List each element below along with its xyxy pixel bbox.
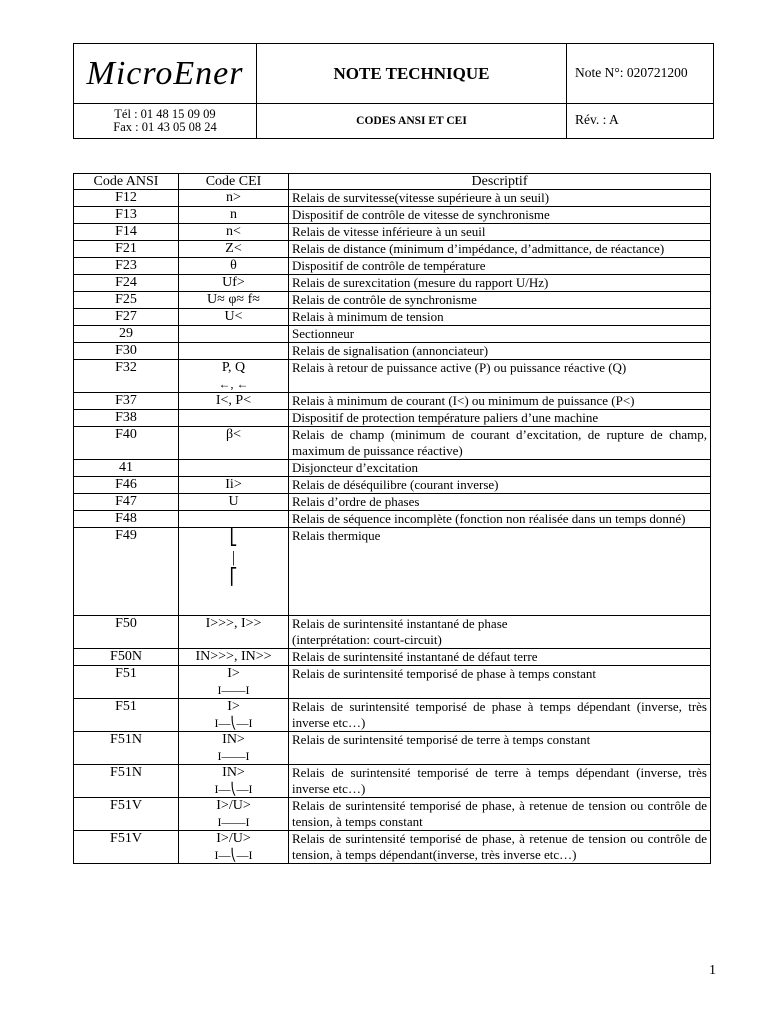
cell-code-ansi	[74, 666, 179, 699]
descriptif-text: Relais à retour de puissance active (P) ou puissance réactive (Q)	[292, 360, 627, 375]
descriptif-text: Dispositif de contrôle de vitesse de synchronisme	[292, 207, 550, 222]
code-cei-text: U≈ φ≈ f≈	[207, 292, 260, 307]
code-ansi-text: F13	[115, 207, 137, 222]
table-row	[74, 292, 711, 309]
descriptif-text: Relais de surintensité instantané de phase	[292, 616, 508, 631]
cell-descriptif	[289, 511, 711, 528]
cell-code-cei	[179, 798, 289, 831]
cell-code-ansi	[74, 732, 179, 765]
cell-code-ansi	[74, 343, 179, 360]
cell-descriptif	[289, 616, 711, 649]
code-ansi-text: F30	[115, 343, 137, 358]
cell-descriptif	[289, 649, 711, 666]
code-cei-text: n<	[226, 224, 241, 239]
code-cei-text: I>	[227, 666, 240, 681]
descriptif-text: Relais de survitesse(vitesse supérieure à un seuil)	[292, 190, 550, 205]
table-row	[74, 511, 711, 528]
cell-code-cei	[179, 207, 289, 224]
code-cei-text: Uf>	[222, 275, 245, 290]
code-cei-text: U	[228, 494, 239, 509]
code-cei-text: I>/U>	[216, 798, 251, 813]
code-ansi-text: F40	[115, 427, 137, 442]
cell-descriptif	[289, 528, 711, 616]
document-header	[73, 43, 714, 139]
contact-info	[74, 108, 256, 134]
cell-descriptif	[289, 494, 711, 511]
table-row	[74, 309, 711, 326]
code-cei-text: Ii>	[225, 477, 242, 492]
cei-symbol: I—⎝—I	[214, 716, 253, 730]
code-ansi-text: F37	[115, 393, 137, 408]
code-ansi-text: F50N	[110, 649, 142, 664]
cell-code-ansi	[74, 410, 179, 427]
descriptif-text: Relais de vitesse inférieure à un seuil	[292, 224, 486, 239]
cell-code-cei	[179, 309, 289, 326]
code-ansi-text: F27	[115, 309, 137, 324]
cell-descriptif	[289, 765, 711, 798]
code-ansi-text: F21	[115, 241, 137, 256]
cell-code-cei	[179, 616, 289, 649]
cell-descriptif	[289, 831, 711, 864]
cei-symbol: I——I	[217, 815, 250, 829]
cei-symbol: I—⎝—I	[214, 782, 253, 796]
code-cei-text: IN>>>, IN>>	[195, 649, 272, 664]
cell-descriptif	[289, 343, 711, 360]
cell-descriptif	[289, 393, 711, 410]
code-ansi-text: 41	[119, 460, 133, 475]
descriptif-text: Relais de distance (minimum d’impédance, d’admittance, de réactance)	[292, 241, 665, 256]
cell-descriptif	[289, 241, 711, 258]
header-code-ansi: Code ANSI	[74, 174, 179, 190]
table-row	[74, 477, 711, 494]
cell-code-ansi	[74, 360, 179, 393]
cell-code-cei	[179, 275, 289, 292]
cell-code-cei	[179, 649, 289, 666]
cell-code-ansi	[74, 616, 179, 649]
code-cei-text: θ	[230, 258, 237, 273]
cell-descriptif	[289, 309, 711, 326]
code-ansi-text: F51N	[110, 732, 142, 747]
cell-descriptif	[289, 699, 711, 732]
cell-descriptif	[289, 190, 711, 207]
code-cei-text: P, Q	[221, 360, 246, 375]
table-row	[74, 207, 711, 224]
table-row	[74, 326, 711, 343]
cell-code-ansi	[74, 699, 179, 732]
cell-code-ansi	[74, 427, 179, 460]
code-ansi-text: F47	[115, 494, 137, 509]
descriptif-text: Relais de surintensité temporisé de phase à temps dépendant (inverse, très inverse etc…)	[292, 699, 707, 730]
table-row	[74, 649, 711, 666]
table-row	[74, 765, 711, 798]
cell-code-ansi	[74, 224, 179, 241]
cell-descriptif	[289, 360, 711, 393]
cell-code-ansi	[74, 477, 179, 494]
table-row	[74, 224, 711, 241]
cell-code-ansi	[74, 326, 179, 343]
code-ansi-text: F38	[115, 410, 137, 425]
table-row	[74, 798, 711, 831]
cell-code-cei	[179, 528, 289, 616]
cell-code-cei	[179, 292, 289, 309]
descriptif-text: Relais de surintensité temporisé de terre à temps constant	[292, 732, 591, 747]
code-ansi-text: F50	[115, 616, 137, 631]
fax-number: Fax : 01 43 05 08 24	[113, 120, 217, 134]
reference-block	[567, 44, 713, 138]
cell-code-cei	[179, 460, 289, 477]
cei-symbol: I——I	[217, 683, 250, 697]
cell-code-cei	[179, 410, 289, 427]
code-ansi-text: F14	[115, 224, 137, 239]
header-code-cei: Code CEI	[179, 174, 289, 190]
cell-code-ansi	[74, 528, 179, 616]
table-row	[74, 732, 711, 765]
header-divider	[74, 103, 713, 104]
descriptif-text: Disjoncteur d’excitation	[292, 460, 418, 475]
descriptif-text: Relais de surexcitation (mesure du rapport U/Hz)	[292, 275, 549, 290]
phone-number: Tél : 01 48 15 09 09	[114, 107, 216, 121]
cell-code-ansi	[74, 494, 179, 511]
table-row	[74, 190, 711, 207]
cell-code-ansi	[74, 511, 179, 528]
code-cei-text: U<	[224, 309, 243, 324]
descriptif-text: Dispositif de contrôle de température	[292, 258, 486, 273]
cell-code-cei	[179, 258, 289, 275]
cell-code-ansi	[74, 798, 179, 831]
code-ansi-text: F24	[115, 275, 137, 290]
thermal-symbol: ⎡	[229, 569, 238, 586]
cell-descriptif	[289, 427, 711, 460]
cell-code-ansi	[74, 292, 179, 309]
table-header-row	[74, 174, 711, 190]
cell-descriptif	[289, 460, 711, 477]
code-ansi-text: F51	[115, 699, 137, 714]
revision: Rév. : A	[575, 112, 619, 127]
cell-descriptif	[289, 275, 711, 292]
cell-code-ansi	[74, 649, 179, 666]
code-cei-text: I<, P<	[215, 393, 252, 408]
cell-code-cei	[179, 241, 289, 258]
cell-descriptif	[289, 732, 711, 765]
cell-descriptif	[289, 326, 711, 343]
cell-code-cei	[179, 393, 289, 410]
descriptif-text: Relais de contrôle de synchronisme	[292, 292, 477, 307]
cell-code-cei	[179, 765, 289, 798]
table-row	[74, 258, 711, 275]
code-ansi-text: F51	[115, 666, 137, 681]
descriptif-text: Relais d’ordre de phases	[292, 494, 420, 509]
header-descriptif: Descriptif	[289, 174, 711, 190]
table-row	[74, 343, 711, 360]
descriptif-text: Dispositif de protection température paliers d’une machine	[292, 410, 599, 425]
cell-code-cei	[179, 699, 289, 732]
code-ansi-text: F12	[115, 190, 137, 205]
code-cei-text: β<	[225, 427, 242, 442]
cell-code-ansi	[74, 393, 179, 410]
thermal-symbol: |	[231, 549, 236, 566]
cell-code-cei	[179, 477, 289, 494]
cell-code-cei	[179, 343, 289, 360]
cell-descriptif	[289, 410, 711, 427]
cell-code-cei	[179, 360, 289, 393]
code-ansi-text: F25	[115, 292, 137, 307]
cell-descriptif	[289, 666, 711, 699]
code-cei-text: IN>	[222, 765, 245, 780]
code-ansi-text: F49	[115, 528, 137, 543]
descriptif-text: Relais de surintensité temporisé de phase, à retenue de tension ou contrôle de tension, à temps dépendant(inverse, très inverse etc…)	[292, 831, 707, 862]
code-cei-text: Z<	[225, 241, 242, 256]
descriptif-text: Relais de surintensité instantané de défaut terre	[292, 649, 538, 664]
document-title: NOTE TECHNIQUE	[333, 64, 490, 83]
code-ansi-text: F46	[115, 477, 137, 492]
note-number: Note N°: 020721200	[575, 65, 688, 80]
cei-symbol: ←, ←	[218, 377, 249, 391]
code-cei-text: n	[230, 207, 237, 222]
cell-code-cei	[179, 666, 289, 699]
code-cei-text: I>>>, I>>	[205, 616, 262, 631]
cell-code-cei	[179, 511, 289, 528]
descriptif-text: Relais à minimum de courant (I<) ou minimum de puissance (P<)	[292, 393, 635, 408]
cell-descriptif	[289, 224, 711, 241]
code-cei-text: IN>	[222, 732, 245, 747]
table-row	[74, 460, 711, 477]
table-row	[74, 275, 711, 292]
cell-code-cei	[179, 190, 289, 207]
cell-code-ansi	[74, 460, 179, 477]
cell-code-cei	[179, 732, 289, 765]
table-row	[74, 393, 711, 410]
cell-code-ansi	[74, 765, 179, 798]
descriptif-text: Relais de champ (minimum de courant d’excitation, de rupture de champ, maximum de puissance réactive)	[292, 427, 707, 458]
document-subtitle: CODES ANSI ET CEI	[356, 115, 467, 127]
cell-descriptif	[289, 477, 711, 494]
table-row	[74, 831, 711, 864]
cell-code-ansi	[74, 309, 179, 326]
descriptif-text: Relais de déséquilibre (courant inverse)	[292, 477, 499, 492]
code-ansi-text: F48	[115, 511, 137, 526]
table-row	[74, 616, 711, 649]
table-row	[74, 241, 711, 258]
table-row	[74, 666, 711, 699]
cell-code-cei	[179, 831, 289, 864]
title-block	[257, 44, 567, 138]
table-row	[74, 410, 711, 427]
cell-code-cei	[179, 494, 289, 511]
code-ansi-text: F23	[115, 258, 137, 273]
cell-code-ansi	[74, 275, 179, 292]
descriptif-text: Sectionneur	[292, 326, 355, 341]
descriptif-text: Relais de surintensité temporisé de phase à temps constant	[292, 666, 596, 681]
cell-code-ansi	[74, 241, 179, 258]
code-cei-text: I>/U>	[216, 831, 251, 846]
cell-code-ansi	[74, 207, 179, 224]
table-row	[74, 427, 711, 460]
cell-descriptif	[289, 258, 711, 275]
page-number: 1	[709, 963, 716, 978]
table-row	[74, 494, 711, 511]
descriptif-text: Relais de séquence incomplète (fonction non réalisée dans un temps donné)	[292, 511, 686, 526]
code-ansi-text: F51V	[110, 798, 142, 813]
cei-symbol: I—⎝—I	[214, 848, 253, 862]
code-ansi-text: F51N	[110, 765, 142, 780]
descriptif-text: Relais de surintensité temporisé de phase, à retenue de tension ou contrôle de tension, à temps constant	[292, 798, 707, 829]
thermal-symbol: ⎣	[229, 529, 238, 546]
code-cei-text: I>	[227, 699, 240, 714]
company-logo: MicroEner	[86, 55, 244, 92]
descriptif-text: Relais thermique	[292, 528, 381, 543]
cell-descriptif	[289, 292, 711, 309]
descriptif-text-2: (interprétation: court-circuit)	[292, 632, 442, 647]
cell-code-cei	[179, 326, 289, 343]
table-row	[74, 699, 711, 732]
cell-descriptif	[289, 798, 711, 831]
descriptif-text: Relais de signalisation (annonciateur)	[292, 343, 489, 358]
cell-descriptif	[289, 207, 711, 224]
code-cei-text: n>	[226, 190, 241, 205]
table-row	[74, 360, 711, 393]
cell-code-ansi	[74, 190, 179, 207]
cell-code-cei	[179, 427, 289, 460]
cell-code-ansi	[74, 258, 179, 275]
code-ansi-text: 29	[119, 326, 133, 341]
cell-code-ansi	[74, 831, 179, 864]
descriptif-text: Relais à minimum de tension	[292, 309, 444, 324]
cei-symbol: I——I	[217, 749, 250, 763]
code-ansi-text: F51V	[110, 831, 142, 846]
codes-table	[73, 173, 711, 864]
cell-code-cei	[179, 224, 289, 241]
descriptif-text: Relais de surintensité temporisé de terre à temps dépendant (inverse, très inverse etc…)	[292, 765, 707, 796]
table-row	[74, 528, 711, 616]
code-ansi-text: F32	[115, 360, 137, 375]
company-block	[74, 44, 257, 138]
